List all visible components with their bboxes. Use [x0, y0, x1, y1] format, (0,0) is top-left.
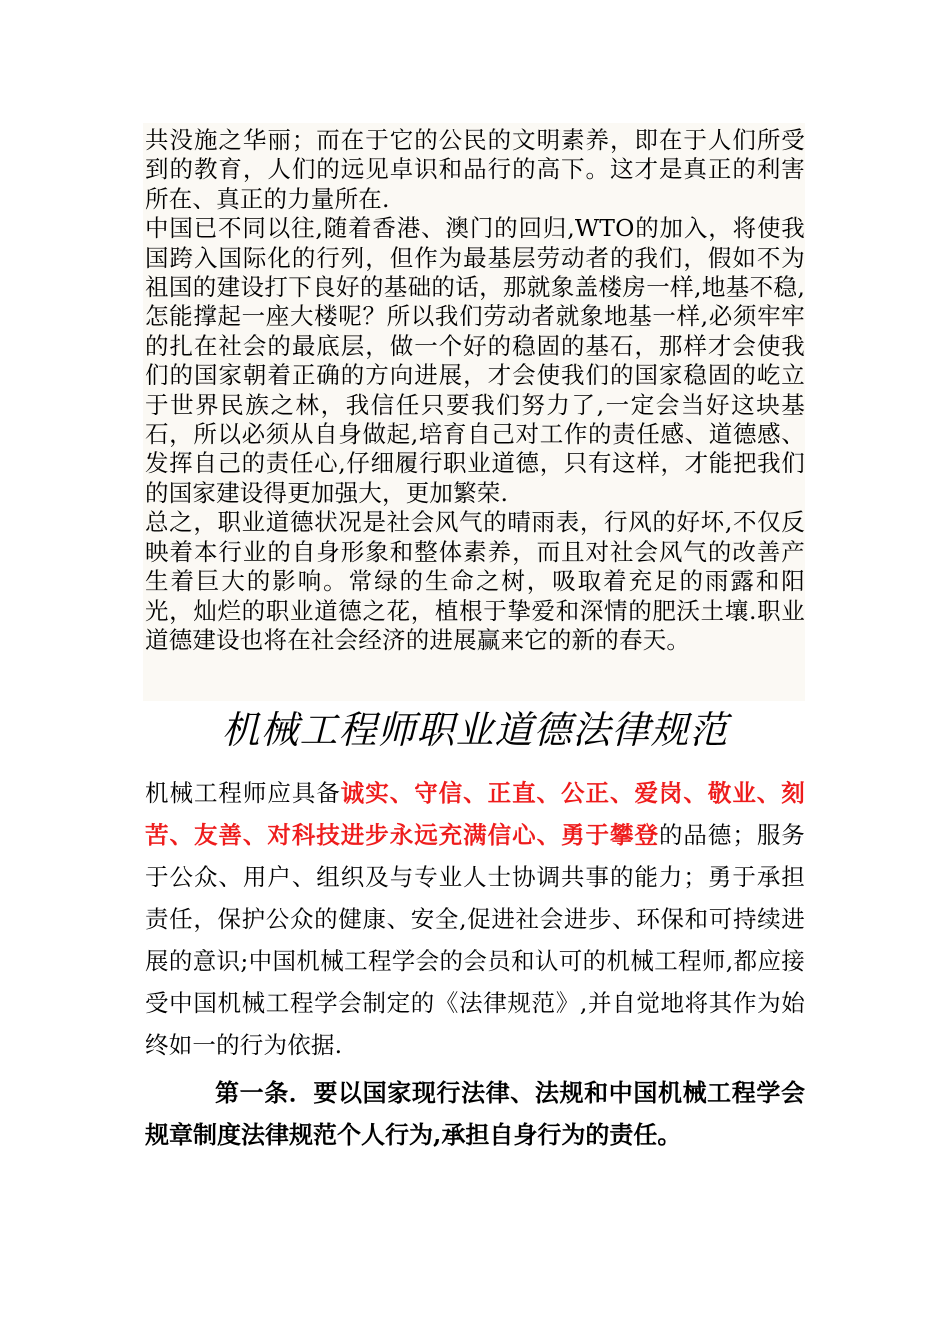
- article-one: 第一条．要以国家现行法律、法规和中国机械工程学会规章制度法律规范个人行为,承担自身行为的责任。: [145, 1078, 805, 1149]
- paragraph-civilization: 共没施之华丽；而在于它的公民的文明素养，即在于人们所受到的教育，人们的远见卓识和品行的高下。这才是真正的利害所在、真正的力量所在.: [145, 126, 805, 213]
- document-title: 机械工程师职业道德法律规范: [221, 708, 729, 752]
- intro-lead-text: 机械工程师应具备: [145, 779, 341, 807]
- top-text-section: [145, 126, 805, 655]
- paragraph-foundation-stone: 中国已不同以往,随着香港、澳门的回归,WTO的加入，将使我国跨入国际化的行列，但作为最基层劳动者的我们，假如不为祖国的建设打下良好的基础的话，那就象盖楼房一样,地基不稳,怎能撑起一座大楼呢？所以我们劳动者就象地基一样,必须牢牢的扎在社会的最底层，做一个好的稳固的基石，那样才会使我们的国家朝着正确的方向进展，才会使我们的国家稳固的屹立于世界民族之林，我信任只要我们努力了,一定会当好这块基石，所以必须从自身做起,培育自己对工作的责任感、道德感、发挥自己的责任心,仔细履行职业道德，只有这样，才能把我们的国家建设得更加强大，更加繁荣.: [145, 214, 805, 507]
- virtues-highlight-text: 诚实、守信、正直、公正、爱岗、敬业、刻苦、友善、对科技进步永远充满信心、勇于攀登: [145, 779, 805, 849]
- intro-paragraph: [145, 772, 805, 1066]
- paragraph-conclusion: 总之，职业道德状况是社会风气的晴雨表，行风的好坏,不仅反映着本行业的自身形象和整体素养，而且对社会风气的改善产生着巨大的影响。常绿的生命之树，吸取着充足的雨露和阳光，灿烂的职业道德之花，植根于挚爱和深情的肥沃土壤.职业道德建设也将在社会经济的进展赢来它的新的春天。: [145, 508, 805, 654]
- intro-rest-text: 的品德；服务于公众、用户、组织及与专业人士协调共事的能力；勇于承担责任，保护公众的健康、安全,促进社会进步、环保和可持续进展的意识;中国机械工程学会的会员和认可的机械工程师,都应接受中国机械工程学会制定的《法律规范》,并自觉地将其作为始终如一的行为依据.: [145, 821, 806, 1059]
